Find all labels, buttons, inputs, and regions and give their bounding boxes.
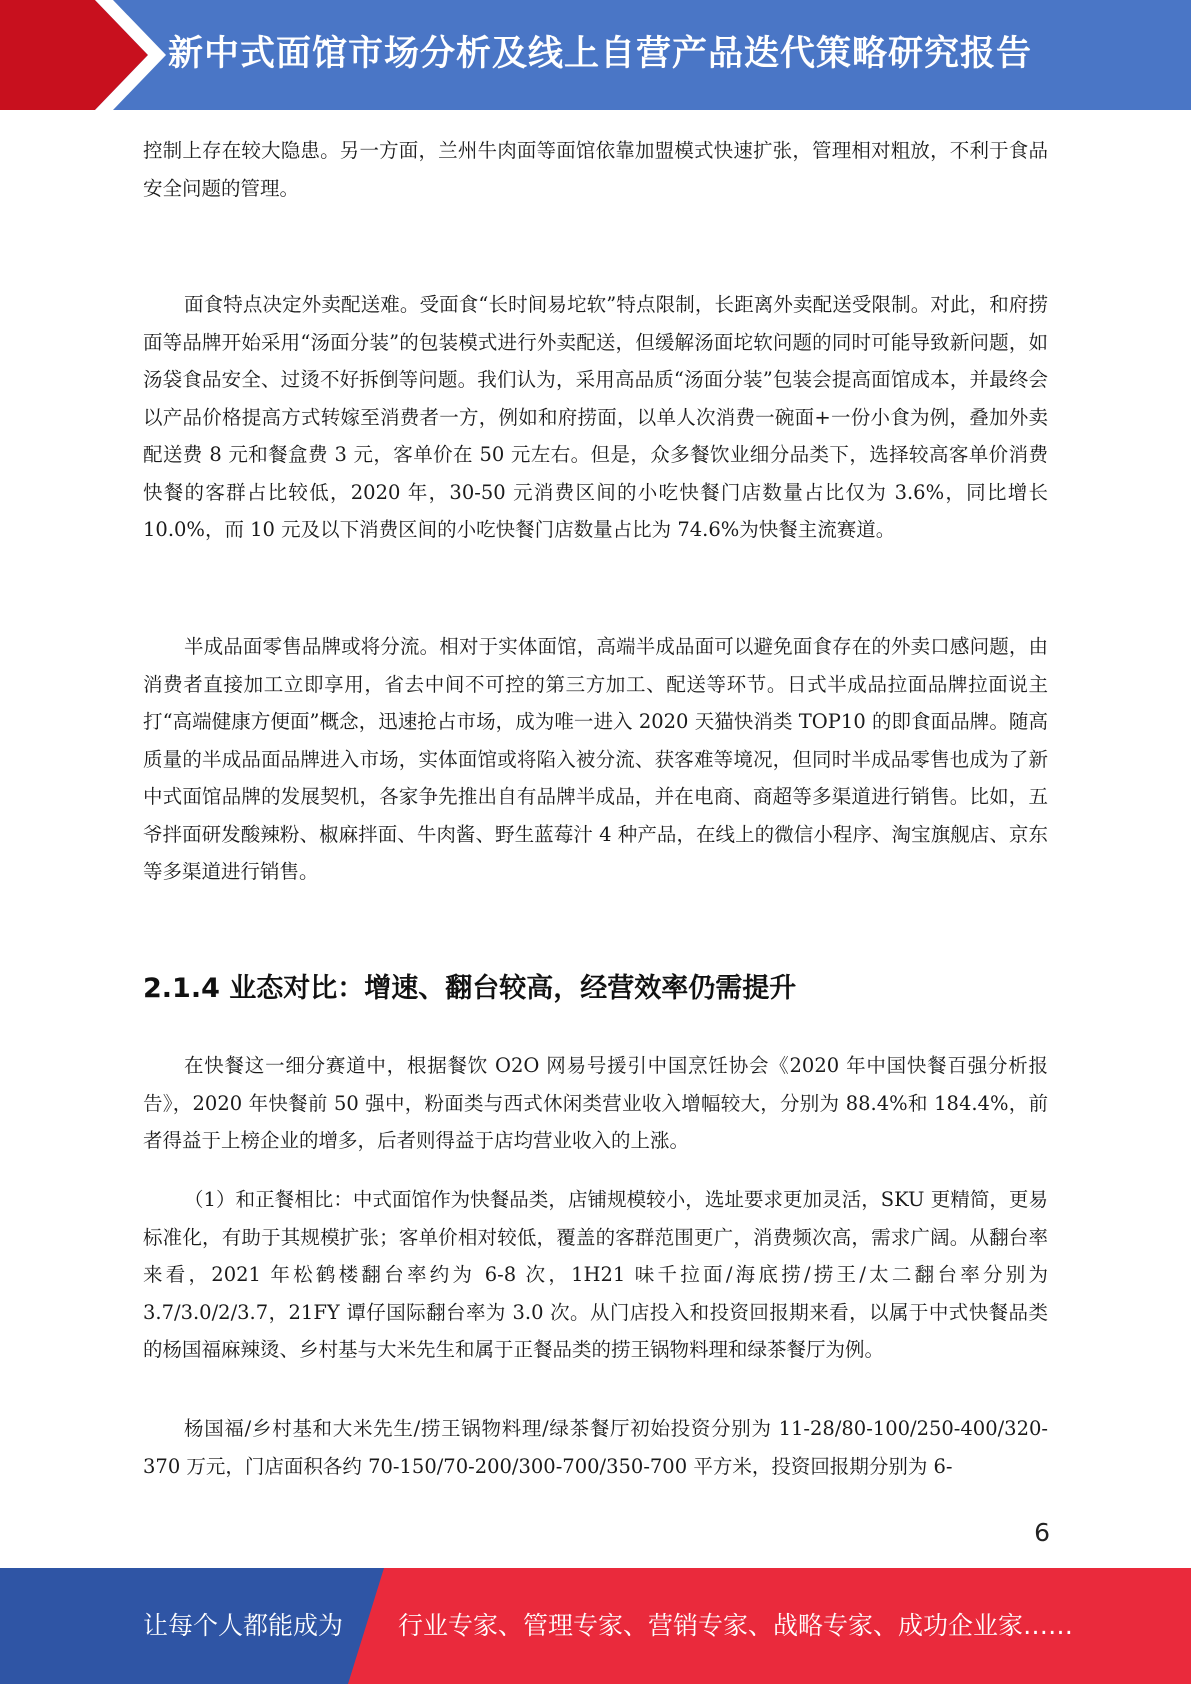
paragraph-investment: 杨国福/乡村基和大米先生/捞王锅物料理/绿茶餐厅初始投资分别为 11-28/80-100/250-400/320-370 万元，门店面积各约 70-150/70-200/300-700/350-700 平方米，投资回报期分别为 6- [143, 1417, 1048, 1478]
footer-slogan-right: 行业专家、管理专家、营销专家、战略专家、成功企业家…… [398, 1611, 1074, 1640]
paragraph-delivery: 面食特点决定外卖配送难。受面食“长时间易坨软”特点限制，长距离外卖配送受限制。对此，和府捞面等品牌开始采用“汤面分装”的包装模式进行外卖配送，但缓解汤面坨软问题的同时可能导致新问题，如汤袋食品安全、过烫不好拆倒等问题。我们认为，采用高品质“汤面分装”包装会提高面馆成本，并最终会以产品价格提高方式转嫁至消费者一方，例如和府捞面，以单人次消费一碗面+一份小食为例，叠加外卖配送费 8 元和餐盒费 3 元，客单价在 50 元左右。但是，众多餐饮业细分品类下，选择较高客单价消费快餐的客群占比较低，2020 年，30-50 元消费区间的小吃快餐门店数量占比仅为 3.6%，同比增长 10.0%，而 10 元及以下消费区间的小吃快餐门店数量占比为 74.6%为快餐主流赛道。 [143, 293, 1048, 541]
paragraph-semi-finished: 半成品面零售品牌或将分流。相对于实体面馆，高端半成品面可以避免面食存在的外卖口感问题，由消费者直接加工立即享用，省去中间不可控的第三方加工、配送等环节。日式半成品拉面品牌拉面说主打“高端健康方便面”概念，迅速抢占市场，成为唯一进入 2020 天猫快消类 TOP10 的即食面品牌。随高质量的半成品面品牌进入市场，实体面馆或将陷入被分流、获客难等境况，但同时半成品零售也成为了新中式面馆品牌的发展契机，各家争先推出自有品牌半成品，并在电商、商超等多渠道进行销售。比如，五爷拌面研发酸辣粉、椒麻拌面、牛肉酱、野生蓝莓汁 4 种产品，在线上的微信小程序、淘宝旗舰店、京东等多渠道进行销售。 [143, 635, 1048, 883]
paragraph-food-safety: 控制上存在较大隐患。另一方面，兰州牛肉面等面馆依靠加盟模式快速扩张，管理相对粗放，不利于食品安全问题的管理。 [143, 139, 1048, 200]
paragraph-vs-dinner: （1）和正餐相比：中式面馆作为快餐品类，店铺规模较小，选址要求更加灵活，SKU 更精简，更易标准化，有助于其规模扩张；客单价相对较低，覆盖的客群范围更广，消费频次高，需求广阔。从翻台率来看，2021 年松鹤楼翻台率约为 6-8 次，1H21 味千拉面/海底捞/捞王/太二翻台率分别为 3.7/3.0/2/3.7，21FY 谭仔国际翻台率为 3.0 次。从门店投入和投资回报期来看，以属于中式快餐品类的杨国福麻辣烫、乡村基与大米先生和属于正餐品类的捞王锅物料理和绿茶餐厅为例。 [143, 1188, 1048, 1361]
footer-slogan-left: 让每个人都能成为 [143, 1611, 344, 1640]
page-header [0, 0, 1191, 110]
section-heading: 2.1.4 业态对比：增速、翻台较高，经营效率仍需提升 [143, 973, 797, 1004]
page-number: 6 [1034, 1518, 1050, 1547]
page-footer [0, 1568, 1191, 1684]
paragraph-fast-food: 在快餐这一细分赛道中，根据餐饮 O2O 网易号援引中国烹饪协会《2020 年中国快餐百强分析报告》，2020 年快餐前 50 强中，粉面类与西式休闲类营业收入增幅较大，分别为 88.4%和 184.4%，前者得益于上榜企业的增多，后者则得益于店均营业收入的上涨。 [143, 1054, 1048, 1152]
report-title: 新中式面馆市场分析及线上自营产品迭代策略研究报告 [168, 34, 1033, 74]
